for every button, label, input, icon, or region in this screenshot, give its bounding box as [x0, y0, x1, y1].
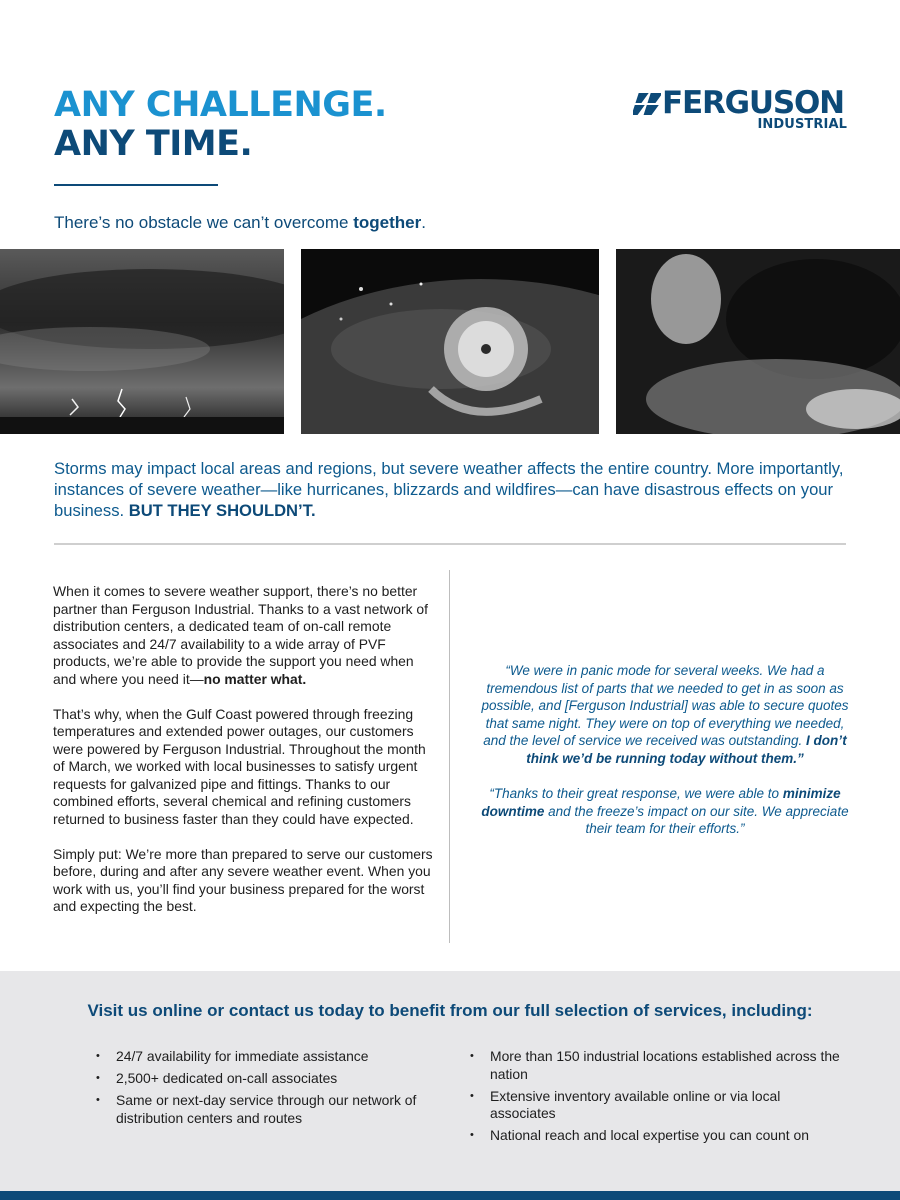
list-item: • National reach and local expertise you can count on	[470, 1127, 840, 1145]
list-item: • 2,500+ dedicated on-call associates	[96, 1070, 441, 1088]
body-p1-bold: no matter what.	[203, 670, 307, 687]
logo-name: FERGUSON	[662, 85, 844, 121]
headline-line-2: ANY TIME.	[54, 124, 253, 164]
ferguson-logo	[633, 86, 847, 136]
headline	[54, 86, 387, 164]
services-list-left	[96, 1048, 441, 1132]
testimonial-1-text: “We were in panic mode for several weeks. We had a tremendous list of parts that we needed to get in as soon as possible, and [Ferguson Industrial] was able to secure quotes that same night. They were on top of everything we needed, and the level of service we received was outstanding.	[481, 663, 849, 749]
section-divider	[54, 543, 846, 545]
testimonial-2-post: and the freeze’s impact on our site. We appreciate their team for their efforts.”	[544, 803, 849, 837]
body-paragraph-2: That’s why, when the Gulf Coast powered through freezing temperatures and extended power outages, our customers were powered by Ferguson Industrial. Throughout the month of March, we worked with local businesses to satisfy urgent requests for galvanized pipe and fittings. Thanks to our combined efforts, several chemical and refining customers returned to business faster than they could have expected.	[53, 705, 426, 827]
wildfire-photo	[616, 249, 900, 434]
column-divider	[449, 570, 450, 943]
headline-divider	[54, 184, 218, 186]
testimonial-2-pre: “Thanks to their great response, we were able to	[489, 786, 783, 802]
intro-text: Storms may impact local areas and regions, but severe weather affects the entire country. More importantly, instances of severe weather—like hurricanes, blizzards and wildfires—can have disastrous effects on your business.	[54, 459, 844, 520]
list-item: • More than 150 industrial locations established across the nation	[470, 1048, 840, 1083]
bottom-bar	[0, 1191, 900, 1200]
services-footer	[0, 971, 900, 1200]
services-list-right	[470, 1048, 840, 1149]
tagline	[54, 213, 426, 233]
lightning-storm-photo	[0, 249, 284, 434]
body-paragraph-1	[53, 583, 433, 688]
footer-title: Visit us online or contact us today to benefit from our full selection of services, including:	[87, 1001, 813, 1020]
list-item: • Same or next-day service through our network of distribution centers and routes	[96, 1092, 441, 1127]
tagline-text: There’s no obstacle we can’t overcome	[54, 213, 354, 232]
testimonial-2-bold: minimize downtime	[481, 786, 841, 819]
testimonial-1-bold: I don’t think we’d be running today without them.	[526, 733, 847, 766]
testimonial-1-end: ”	[797, 750, 804, 766]
list-item: • Extensive inventory available online or via local associates	[470, 1088, 840, 1123]
tagline-bold: together	[353, 213, 422, 232]
testimonial-2	[480, 785, 850, 838]
testimonials	[480, 662, 850, 856]
body-column	[53, 583, 433, 933]
headline-line-1: ANY CHALLENGE.	[54, 85, 387, 125]
body-paragraph-3: Simply put: We’re more than prepared to serve our customers before, during and after any severe weather event. When you work with us, you’ll find your business prepared for the worst and expecting the best.	[53, 845, 433, 914]
logo-sub: INDUSTRIAL	[757, 117, 847, 132]
intro-bold: BUT THEY SHOULDN’T.	[128, 501, 316, 520]
ferguson-logo-icon	[633, 89, 661, 117]
body-p1-text: When it comes to severe weather support, there’s no better partner than Ferguson Industrial. Thanks to a vast network of distribution centers, a dedicated team of on-call remote associates and 24/7 availability to a wide array of PVF products, we’re able to provide the support you need when and where you need it—	[53, 583, 428, 687]
testimonial-1	[480, 662, 850, 768]
hurricane-satellite-photo	[301, 249, 599, 434]
tagline-end: .	[421, 213, 426, 232]
list-item: • 24/7 availability for immediate assistance	[96, 1048, 441, 1066]
intro-paragraph	[54, 458, 854, 521]
